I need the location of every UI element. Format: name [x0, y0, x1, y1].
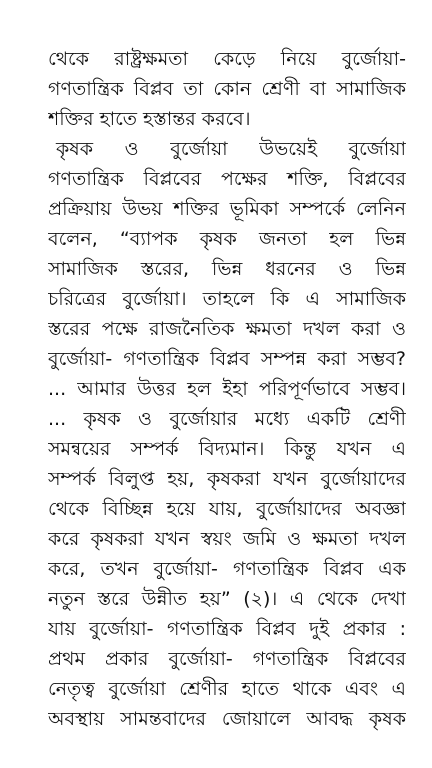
text-line-16: থেকে বিচ্ছিন্ন হয়ে যায়, বুর্জোয়াদের অবজ্ঞা — [48, 498, 406, 520]
text-line-19: নতুন স্তরে উন্নীত হয়” (২)। এ থেকে দেখা — [48, 588, 406, 610]
text-line-18: করে, তখন বুর্জোয়া- গণতান্ত্রিক বিপ্লব এক — [48, 558, 406, 580]
text-line-9: চরিত্রের বুর্জোয়া। তাহলে কি এ সামাজিক — [48, 288, 406, 310]
text-line-5: গণতান্ত্রিক বিপ্লবের পক্ষের শক্তি, বিপ্লবের — [48, 168, 406, 190]
text-line-4: কৃষক ও বুর্জোয়া উভয়েই বুর্জোয়া — [56, 138, 406, 160]
text-line-10: স্তরের পক্ষে রাজনৈতিক ক্ষমতা দখল করা ও — [48, 318, 406, 340]
text-line-22: নেতৃত্ব বুর্জোয়া শ্রেণীর হাতে থাকে এবং এ — [48, 678, 406, 700]
text-line-14: সমন্বয়ের সম্পর্ক বিদ্যমান। কিন্তু যখন এ — [48, 438, 406, 460]
text-line-17: করে কৃষকরা যখন স্বয়ং জমি ও ক্ষমতা দখল — [48, 528, 406, 550]
text-line-7: বলেন, “ব্যাপক কৃষক জনতা হল ভিন্ন — [48, 228, 406, 250]
text-line-20: যায় বুর্জোয়া- গণতান্ত্রিক বিপ্লব দুই প্রকার : — [48, 618, 406, 640]
text-line-13: ... কৃষক ও বুর্জোয়ার মধ্যে একটি শ্রেণী — [48, 408, 406, 430]
text-line-3: শক্তির হাতে হস্তান্তর করবে। — [48, 108, 251, 130]
text-line-2: গণতান্ত্রিক বিপ্লব তা কোন শ্রেণী বা সামাজিক — [48, 78, 406, 100]
text-line-23: অবস্থায় সামন্তবাদের জোয়ালে আবদ্ধ কৃষক — [48, 708, 406, 730]
text-line-11: বুর্জোয়া- গণতান্ত্রিক বিপ্লব সম্পন্ন করা সম্ভব? — [48, 348, 406, 370]
text-line-8: সামাজিক স্তরের, ভিন্ন ধরনের ও ভিন্ন — [48, 258, 406, 280]
text-line-15: সম্পর্ক বিলুপ্ত হয়, কৃষকরা যখন বুর্জোয়াদের — [48, 468, 406, 490]
text-line-1: থেকে রাষ্ট্রক্ষমতা কেড়ে নিয়ে বুর্জোয়া- — [48, 48, 406, 70]
text-line-6: প্রক্রিয়ায় উভয় শক্তির ভূমিকা সম্পর্কে লেনিন — [48, 198, 406, 220]
text-line-12: ... আমার উত্তর হল ইহা পরিপূর্ণভাবে সম্ভব। — [48, 378, 406, 400]
text-line-21: প্রথম প্রকার বুর্জোয়া- গণতান্ত্রিক বিপ্লবের — [48, 648, 406, 670]
